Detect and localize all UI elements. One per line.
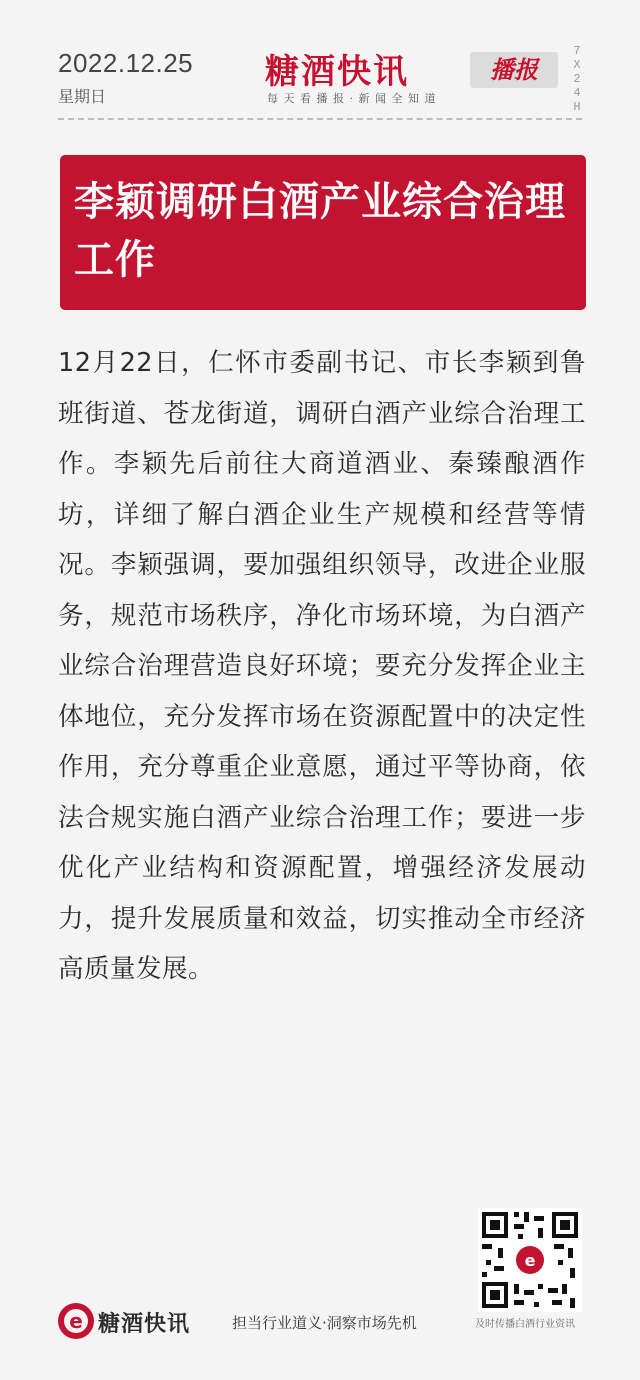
vertical-tag: 7X24H	[573, 44, 581, 114]
brand-name: 糖酒快讯	[265, 52, 409, 92]
footer-brand: 糖酒快讯	[98, 1312, 191, 1337]
headline-box	[60, 155, 586, 310]
date: 2022.12.25	[58, 48, 194, 78]
footer-slogan: 担当行业道义·洞察市场先机	[232, 1314, 417, 1332]
header	[0, 0, 640, 130]
weekday: 星期日	[58, 87, 107, 106]
article-body: 12月22日，仁怀市委副书记、市长李颖到鲁班街道、苍龙街道，调研白酒产业综合治理工作。李颖先后前往大商道酒业、秦臻酿酒作坊，详细了解白酒企业生产规模和经营等情况。李颖强调，要加强组织领导，改进企业服务，规范市场秩序，净化市场环境，为白酒产业综合治理营造良好环境；要充分发挥企业主体地位，充分发挥市场在资源配置中的决定性作用，充分尊重企业意愿，通过平等协商，依法合规实施白酒产业综合治理工作；要进一步优化产业结构和资源配置，增强经济发展动力，提升发展质量和效益，切实推动全市经济高质量发展。	[58, 348, 586, 984]
brand-slogan: 每天看播报·新闻全知道	[267, 92, 441, 105]
svg-text:e: e	[524, 1251, 536, 1270]
footer-note: 及时传播白酒行业资讯	[475, 1319, 575, 1330]
brand-badge: 播报	[470, 52, 558, 88]
svg-text:e: e	[69, 1309, 83, 1333]
brand-logo-icon	[56, 1301, 96, 1341]
footer	[0, 1295, 640, 1365]
brand-masthead	[265, 44, 565, 106]
dashed-divider	[58, 118, 582, 120]
headline: 李颖调研白酒产业综合治理工作	[74, 179, 566, 283]
